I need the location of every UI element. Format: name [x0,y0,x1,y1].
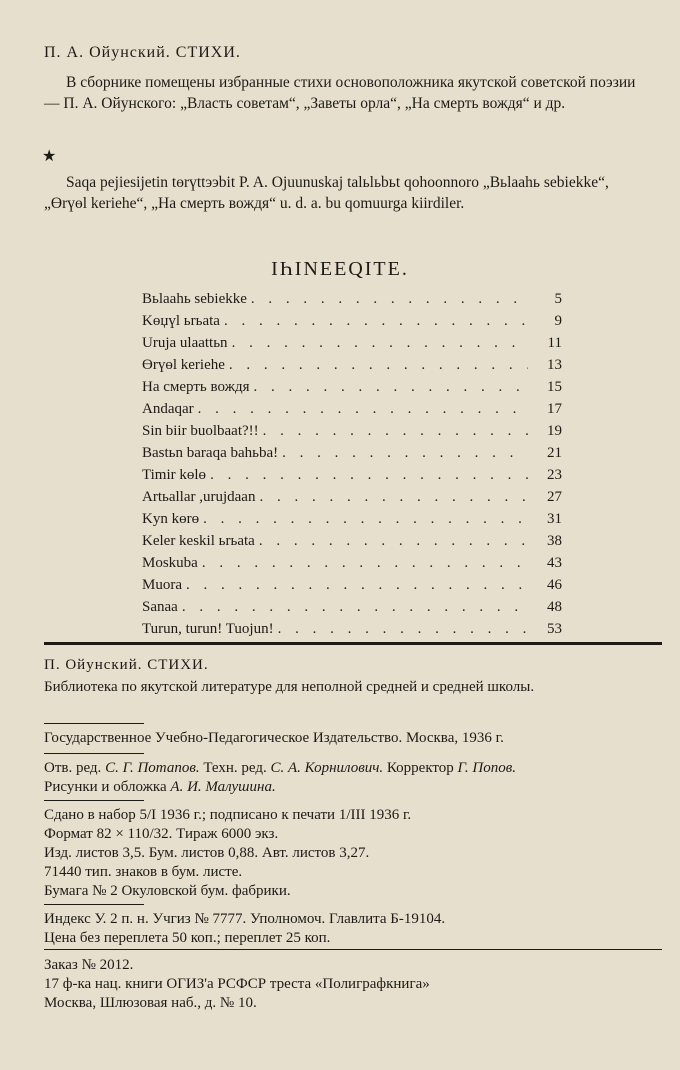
illustrations-name: А. И. Малушина. [170,779,276,795]
toc-entry-title: Muora [142,577,182,593]
imprint-order: Заказ № 2012. [44,957,134,973]
toc-entry [142,420,562,442]
editor-label: Отв. ред. [44,760,102,776]
toc-entry-page: 38 [547,533,562,549]
illustrations-label: Рисунки и обложка [44,779,167,795]
imprint-illustrations [44,778,660,797]
toc-entry-title: Timir kөlө [142,467,207,483]
toc-entry-page: 43 [547,555,562,571]
imprint-price: Цена без переплета 50 коп.; переплет 25 коп. [44,930,331,946]
toc-entry [142,552,562,574]
toc-leader-dots [224,310,528,332]
imprint-rule [44,800,144,801]
toc-entry [142,442,562,464]
toc-entry [142,508,562,530]
imprint-index: Индекс У. 2 п. н. Учгиз № 7777. Уполномоч. Главлита Б-19104. [44,911,446,927]
imprint-rule [44,904,144,905]
toc-entry-page: 21 [547,445,562,461]
toc-heading: IҺINEEQITE. [271,258,409,280]
toc-entry-page: 5 [554,291,562,307]
imprint-title: П. Ойунский. СТИХИ. [44,657,209,673]
toc-entry-title: Sin biir buolbaat?!! [142,423,259,439]
toc-entry-title: Kyn kөrө [142,511,200,527]
editor-name: С. А. Корнилович. [270,760,384,776]
imprint-print-line: Изд. листов 3,5. Бум. листов 0,88. Авт. листов 3,27. [44,845,370,861]
toc-entry-title: Artьallar ,urujdaan [142,489,256,505]
book-title: П. А. Ойунский. СТИХИ. [44,44,241,61]
toc-leader-dots [251,288,528,310]
toc-leader-dots [229,354,528,376]
toc-entry-title: Moskuba [142,555,198,571]
toc-entry-page: 23 [547,467,562,483]
table-of-contents [142,288,562,640]
imprint-factory: 17 ф-ка нац. книги ОГИЗ'а РСФСР треста «Полиграфкнига» [44,976,430,992]
imprint-publisher: Государственное Учебно-Педагогическое Издательство. Москва, 1936 г. [44,730,504,746]
toc-entry-title: Turun, turun! Tuojun! [142,621,274,637]
imprint-rule [44,723,144,724]
toc-entry [142,486,562,508]
toc-entry-title: Sanaa [142,599,178,615]
toc-leader-dots [278,618,528,640]
toc-leader-dots [254,376,529,398]
toc-entry-title: Kөџүl ьrьata [142,313,220,329]
toc-entry-page: 13 [547,357,562,373]
toc-leader-dots [182,596,528,618]
toc-leader-dots [202,552,528,574]
russian-annotation: В сборнике помещены избранные стихи основоположника якутской советской поэзии — П. А. Ойунского: „Власть советам“, „Заветы орла“, „На смерть вождя“ и др. [44,74,636,112]
toc-entry [142,596,562,618]
toc-entry [142,398,562,420]
toc-entry [142,618,562,640]
toc-entry-page: 15 [547,379,562,395]
star-icon: ★ [42,148,57,165]
toc-entry [142,376,562,398]
toc-leader-dots [259,486,528,508]
toc-entry-page: 11 [547,335,562,351]
editor-name: Г. Попов. [457,760,517,776]
toc-entry-title: Өrүөl keriehe [142,357,225,373]
toc-entry-page: 46 [547,577,562,593]
toc-entry [142,530,562,552]
toc-entry-title: Bьlaahь sebiekke [142,291,247,307]
toc-leader-dots [203,508,528,530]
imprint-rule [44,753,144,754]
toc-entry-title: На смерть вождя [142,379,250,395]
section-divider [44,642,662,645]
yakut-annotation: Saqa pejiesijetin tөrүttээbit P. A. Ojuunuskaj talьlьbьt qohoonnoro „Bьlaahь sebiekke“, „Өrүөl keriehe“, „На смерть вождя“ u. d. a. bu qomuurga kiirdiler. [44,174,609,212]
toc-entry [142,354,562,376]
toc-leader-dots [186,574,528,596]
toc-entry-title: Uruja ulaattьn [142,335,228,351]
toc-entry-page: 48 [547,599,562,615]
toc-leader-dots [198,398,528,420]
toc-entry-page: 27 [547,489,562,505]
toc-leader-dots [232,332,528,354]
toc-leader-dots [263,420,528,442]
toc-leader-dots [259,530,528,552]
toc-entry-title: Bastьn baraqa bahьba! [142,445,279,461]
toc-leader-dots [210,464,528,486]
toc-leader-dots [282,442,528,464]
toc-entry [142,332,562,354]
toc-entry [142,288,562,310]
imprint-print-line: 71440 тип. знаков в бум. листе. [44,864,243,880]
toc-entry-title: Keler keskil ьrьata [142,533,255,549]
imprint-print-line: Сдано в набор 5/I 1936 г.; подписано к печати 1/III 1936 г. [44,807,412,823]
editor-label: Корректор [386,760,454,776]
imprint-rule [44,949,662,950]
toc-entry [142,464,562,486]
imprint-print-line: Бумага № 2 Окуловской бум. фабрики. [44,883,291,899]
toc-entry-page: 9 [554,313,562,329]
toc-entry-page: 53 [547,621,562,637]
toc-entry [142,310,562,332]
toc-entry-title: Andaqar [142,401,194,417]
editor-label: Техн. ред. [203,760,267,776]
toc-entry-page: 19 [547,423,562,439]
toc-entry-page: 17 [547,401,562,417]
toc-entry-page: 31 [547,511,562,527]
imprint-print-line: Формат 82 × 110/32. Тираж 6000 экз. [44,826,279,842]
editor-name: С. Г. Потапов. [105,760,200,776]
imprint-series: Библиотека по якутской литературе для неполной средней и средней школы. [44,679,535,695]
imprint-address: Москва, Шлюзовая наб., д. № 10. [44,995,257,1011]
imprint-editors [44,759,660,778]
toc-entry [142,574,562,596]
